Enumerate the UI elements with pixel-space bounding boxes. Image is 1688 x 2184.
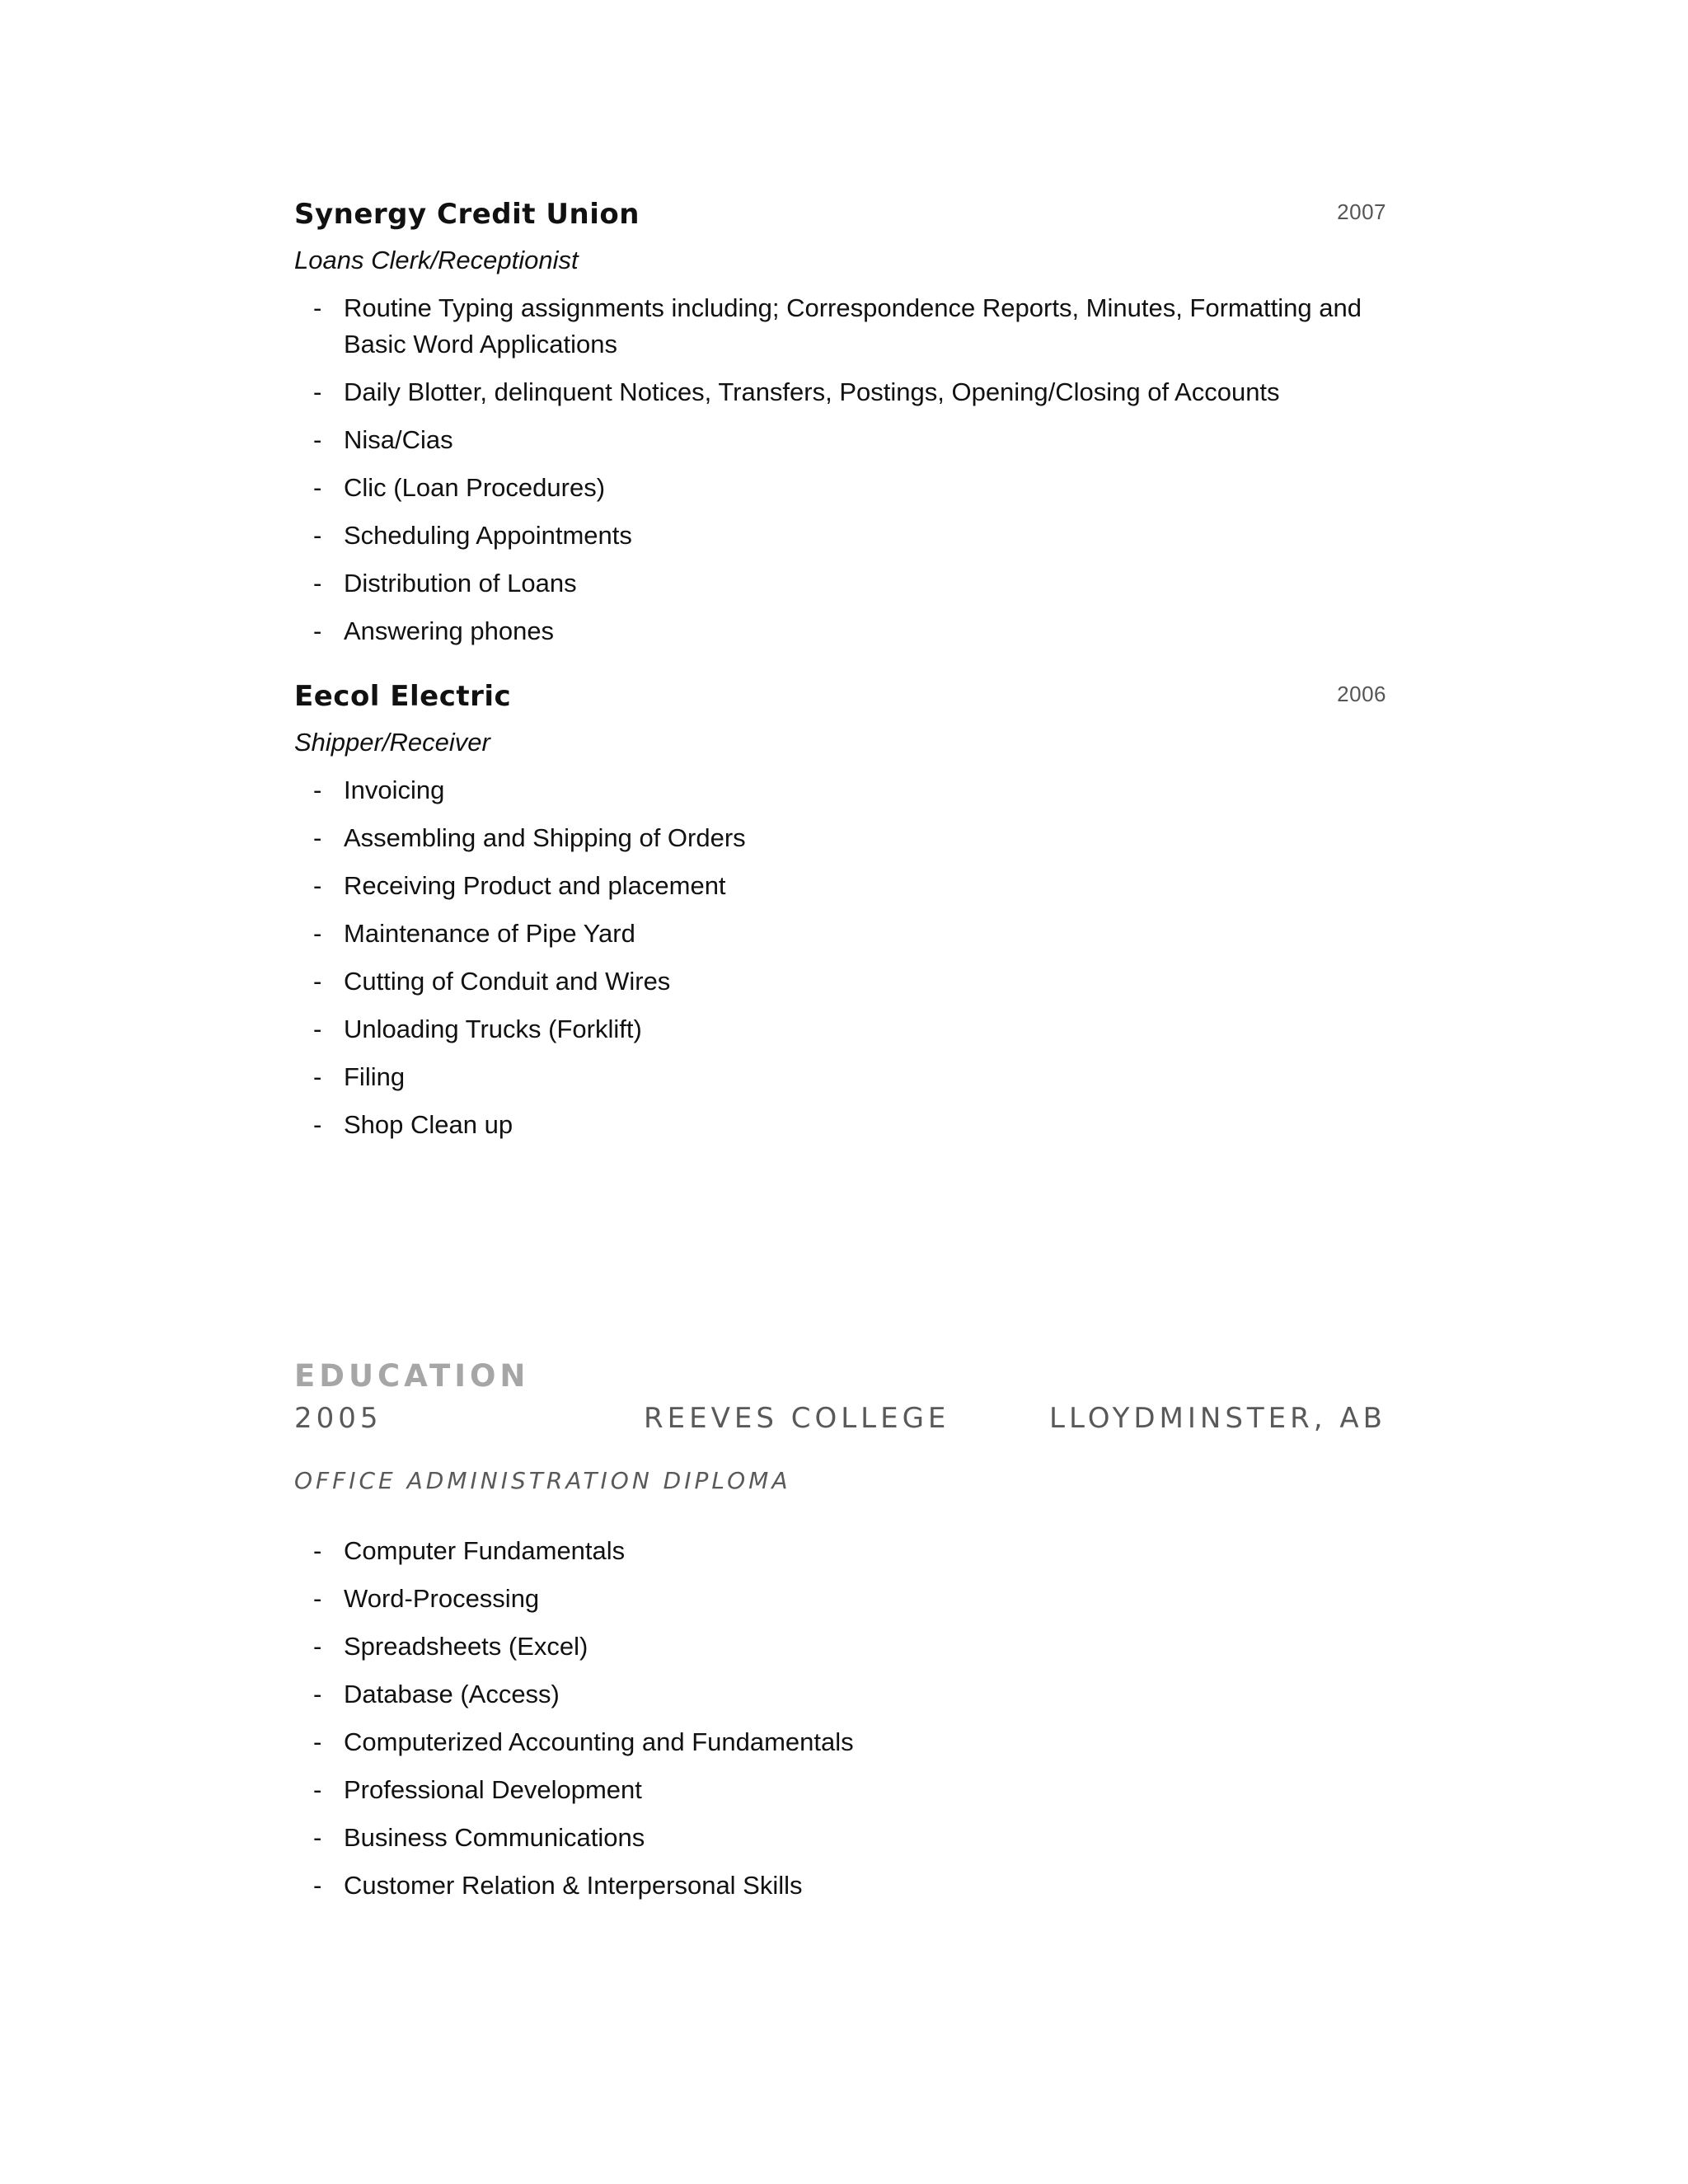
list-item (294, 1868, 1386, 1904)
dash-bullet: - (313, 473, 322, 502)
course-text: Customer Relation & Interpersonal Skills (344, 1871, 803, 1900)
education-year: 2005 (294, 1402, 382, 1435)
course-text: Computerized Accounting and Fundamentals (344, 1727, 854, 1756)
education-section (294, 1358, 1386, 1915)
duty-text: Routine Typing assignments including; Correspondence Reports, Minutes, Formatting and Basic Word Applications (344, 293, 1362, 359)
job-year: 2007 (1337, 199, 1386, 224)
duty-text: Scheduling Appointments (344, 521, 632, 550)
school-name: REEVES COLLEGE (644, 1402, 950, 1435)
list-item (294, 422, 1386, 458)
list-item (294, 470, 1386, 506)
duty-text: Nisa/Cias (344, 425, 453, 454)
list-item (294, 1533, 1386, 1569)
dash-bullet: - (313, 1823, 322, 1852)
list-item (294, 290, 1386, 363)
job-eecol-electric (294, 680, 1386, 1155)
list-item (294, 1629, 1386, 1665)
job-year: 2006 (1337, 682, 1386, 706)
dash-bullet: - (313, 377, 322, 406)
employer-name: Synergy Credit Union (294, 198, 640, 231)
duty-text: Assembling and Shipping of Orders (344, 823, 746, 852)
course-text: Professional Development (344, 1775, 642, 1804)
job-synergy-credit-union (294, 198, 1386, 661)
job-title: Loans Clerk/Receptionist (294, 246, 579, 274)
duty-text: Shop Clean up (344, 1110, 513, 1139)
list-item (294, 1772, 1386, 1808)
duty-text: Receiving Product and placement (344, 871, 726, 900)
dash-bullet: - (313, 1062, 322, 1091)
dash-bullet: - (313, 1584, 322, 1613)
courses-list (294, 1533, 1386, 1904)
dash-bullet: - (313, 1871, 322, 1900)
list-item (294, 963, 1386, 1000)
duty-text: Daily Blotter, delinquent Notices, Transfers, Postings, Opening/Closing of Accounts (344, 377, 1280, 406)
dash-bullet: - (313, 1680, 322, 1708)
dash-bullet: - (313, 871, 322, 900)
list-item (294, 613, 1386, 649)
list-item (294, 772, 1386, 808)
duty-text: Clic (Loan Procedures) (344, 473, 606, 502)
job-header (294, 680, 1386, 721)
dash-bullet: - (313, 1775, 322, 1804)
course-text: Word-Processing (344, 1584, 540, 1613)
course-text: Spreadsheets (Excel) (344, 1632, 588, 1661)
duty-text: Filing (344, 1062, 406, 1091)
dash-bullet: - (313, 1110, 322, 1139)
dash-bullet: - (313, 521, 322, 550)
school-location: LLOYDMINSTER, AB (1049, 1402, 1386, 1435)
section-heading: EDUCATION (294, 1358, 530, 1394)
course-text: Business Communications (344, 1823, 645, 1852)
dash-bullet: - (313, 293, 322, 322)
employer-name: Eecol Electric (294, 680, 512, 713)
list-item (294, 820, 1386, 856)
list-item (294, 868, 1386, 904)
dash-bullet: - (313, 823, 322, 852)
duty-text: Unloading Trucks (Forklift) (344, 1015, 642, 1043)
dash-bullet: - (313, 919, 322, 948)
course-text: Computer Fundamentals (344, 1536, 626, 1565)
duties-list (294, 290, 1386, 649)
education-entry-header (294, 1402, 1386, 1445)
list-item (294, 518, 1386, 554)
dash-bullet: - (313, 776, 322, 804)
dash-bullet: - (313, 1727, 322, 1756)
duties-list (294, 772, 1386, 1143)
list-item (294, 1011, 1386, 1047)
duty-text: Invoicing (344, 776, 445, 804)
dash-bullet: - (313, 616, 322, 645)
dash-bullet: - (313, 1536, 322, 1565)
dash-bullet: - (313, 1632, 322, 1661)
dash-bullet: - (313, 569, 322, 598)
list-item (294, 374, 1386, 410)
list-item (294, 1676, 1386, 1713)
duty-text: Cutting of Conduit and Wires (344, 967, 671, 996)
duty-text: Distribution of Loans (344, 569, 577, 598)
list-item (294, 565, 1386, 602)
job-title: Shipper/Receiver (294, 728, 490, 757)
dash-bullet: - (313, 425, 322, 454)
duty-text: Maintenance of Pipe Yard (344, 919, 635, 948)
list-item (294, 1059, 1386, 1095)
list-item (294, 1724, 1386, 1760)
list-item (294, 1820, 1386, 1856)
job-header (294, 198, 1386, 239)
list-item (294, 916, 1386, 952)
course-text: Database (Access) (344, 1680, 560, 1708)
dash-bullet: - (313, 967, 322, 996)
list-item (294, 1107, 1386, 1143)
diploma-title: OFFICE ADMINISTRATION DIPLOMA (294, 1467, 791, 1494)
list-item (294, 1581, 1386, 1617)
duty-text: Answering phones (344, 616, 555, 645)
dash-bullet: - (313, 1015, 322, 1043)
